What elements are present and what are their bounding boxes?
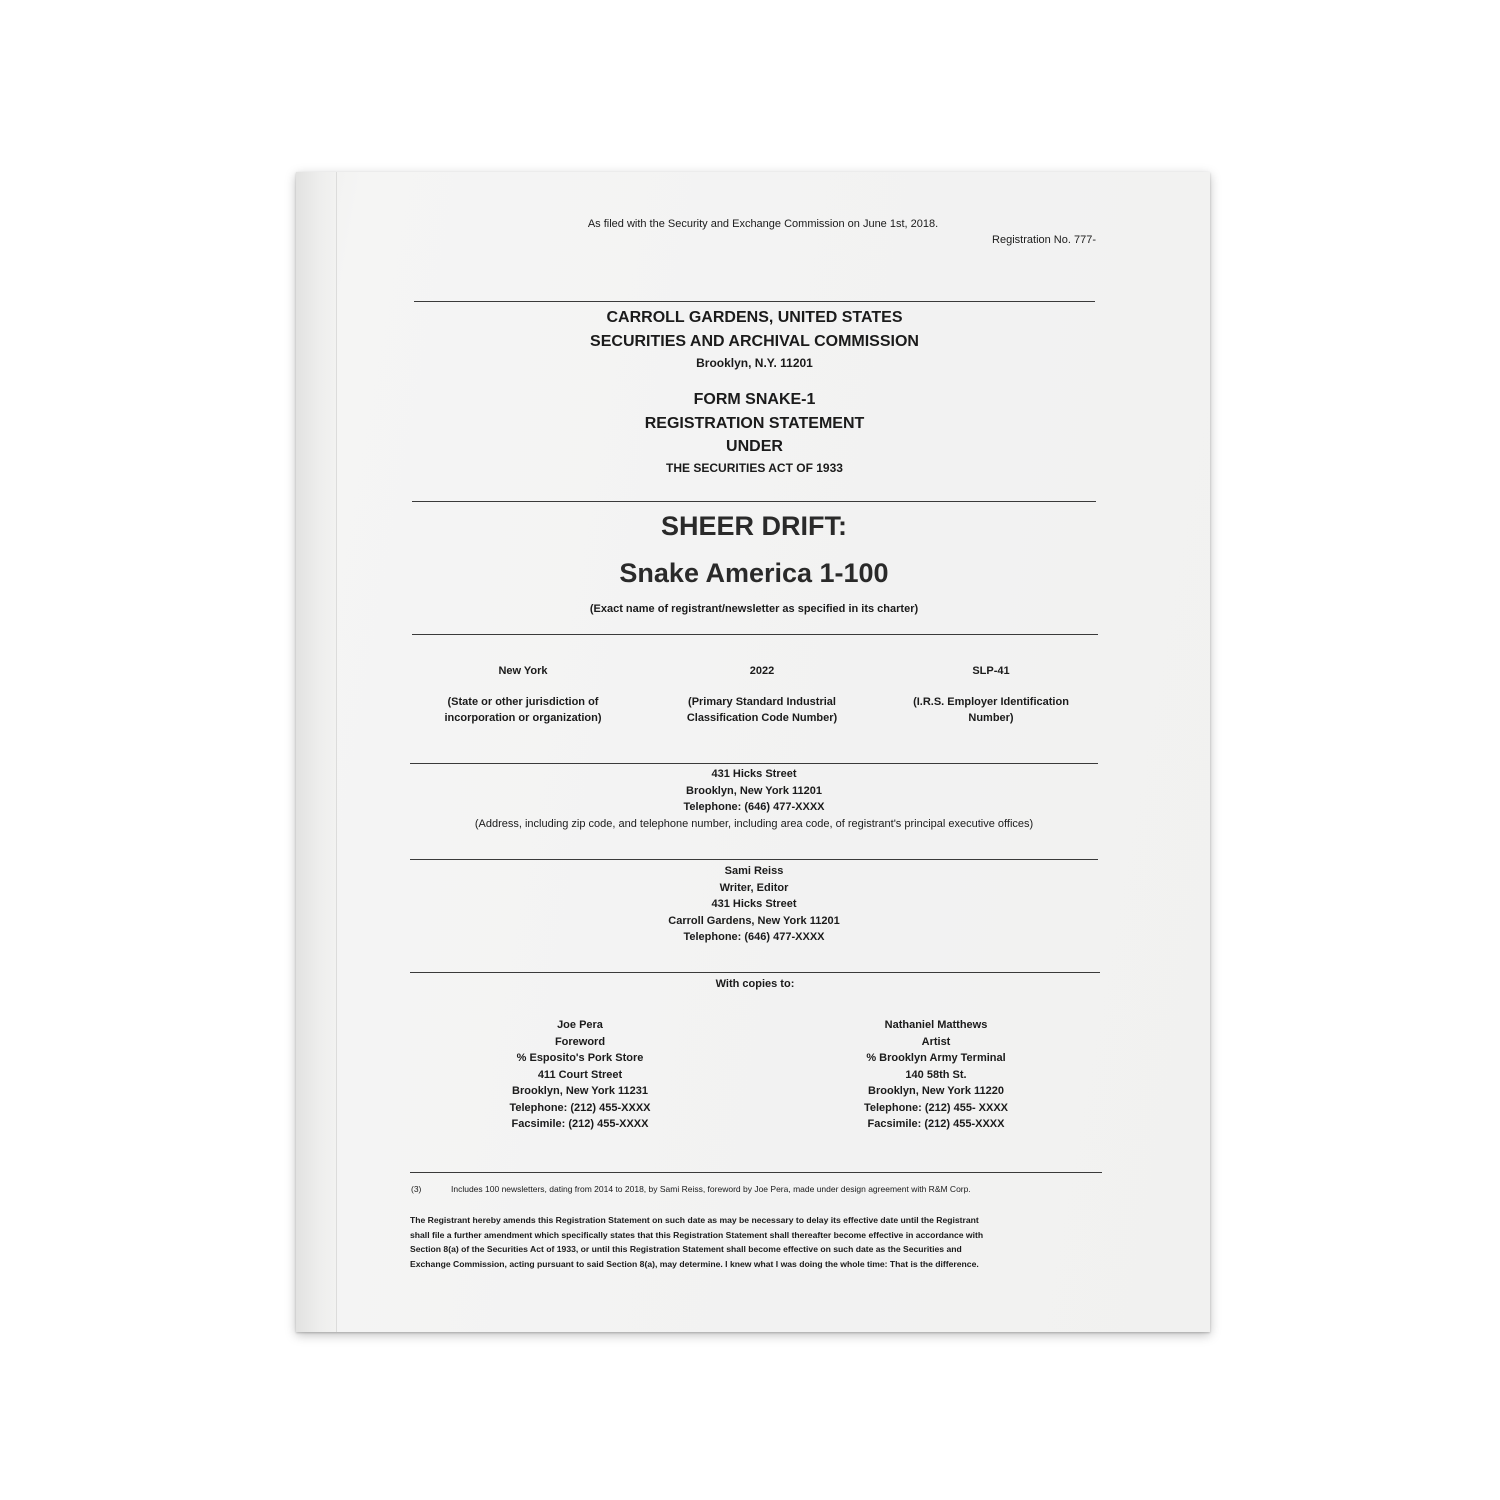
registrant-title-line2: Snake America 1-100 [619,558,889,588]
page-spine [296,172,337,1332]
copy-right-care-of: % Brooklyn Army Terminal [866,1052,1006,1064]
copy-right-fax: Facsimile: (212) 455-XXXX [867,1118,1005,1130]
commission-line1: CARROLL GARDENS, UNITED STATES [606,309,903,326]
copy-left-street: 411 Court Street [537,1068,623,1081]
copy-left-city: Brooklyn, New York 11231 [512,1085,648,1097]
copy-right-city: Brooklyn, New York 11220 [868,1085,1004,1097]
commission-line2: SECURITIES AND ARCHIVAL COMMISSION [590,333,919,350]
filing-note-text: As filed with the Security and Exchange Commission on June 1st, 2018. [587,218,939,230]
copy-right-phone: Telephone: (212) 455- XXXX [863,1101,1009,1114]
ein-column [886,663,1096,726]
form-statement: REGISTRATION STATEMENT [644,415,865,432]
classification-caption-2: Classification Code Number) [686,712,838,724]
agent-name: Sami Reiss [724,865,784,877]
commission-city: Brooklyn, N.Y. 11201 [696,356,813,370]
jurisdiction-caption-1: (State or other jurisdiction of [447,696,599,708]
divider [410,972,1100,973]
address-phone: Telephone: (646) 477-XXXX [683,801,825,813]
footnote-marker: (3) [411,1184,422,1194]
jurisdiction-column [416,663,630,726]
copy-right-name: Nathaniel Matthews [884,1019,988,1031]
copy-left-role: Foreword [554,1035,606,1048]
ein-caption-1: (I.R.S. Employer Identification [913,696,1069,708]
copy-recipient-right [826,1017,1046,1133]
form-block [414,388,1095,478]
form-name: FORM SNAKE-1 [693,391,816,408]
divider [412,501,1096,502]
commission-block [414,306,1095,372]
amendment-line2: shall file a further amendment which specifically states that this Registration Statement shall thereafter become effective in accordance with [410,1229,984,1240]
copy-left-fax: Facsimile: (212) 455-XXXX [511,1118,649,1130]
form-act: THE SECURITIES ACT OF 1933 [666,461,843,475]
classification-caption-1: (Primary Standard Industrial [688,696,836,708]
address-city: Brooklyn, New York 11201 [686,784,822,797]
registrant-block [412,506,1096,620]
divider [410,763,1098,764]
copies-label: With copies to: [715,978,795,990]
registrant-caption: (Exact name of registrant/newsletter as specified in its charter) [589,603,919,615]
divider [414,301,1095,302]
jurisdiction-caption-2: incorporation or organization) [444,712,602,724]
registration-number: Registration No. 777- [992,234,1096,246]
address-block [396,766,1112,832]
divider [410,859,1098,860]
agent-role: Writer, Editor [719,881,789,894]
classification-column [650,663,874,726]
address-caption: (Address, including zip code, and telephone number, including area code, of registrant's principal executive offices) [474,817,1034,830]
copy-recipient-left [470,1017,690,1133]
form-under: UNDER [726,438,783,455]
amendment-line4: Exchange Commission, acting pursuant to said Section 8(a), may determine. I knew what I was doing the whole time: That is the difference. [410,1258,979,1269]
copy-left-phone: Telephone: (212) 455-XXXX [509,1101,651,1114]
footnote-text: Includes 100 newsletters, dating from 2014 to 2018, by Sami Reiss, foreword by Joe Pera, made under design agreement with R&M Corp. [451,1184,971,1194]
divider [410,1172,1102,1173]
copy-left-name: Joe Pera [557,1019,603,1031]
amendment-line3: Section 8(a) of the Securities Act of 1933, or until this Registration Statement shall become effective on such date as the Securities and [410,1244,962,1255]
classification-value: 2022 [749,665,775,677]
document-page [296,172,1210,1332]
amendment-paragraph [410,1213,1100,1271]
filing-note [296,218,1210,230]
ein-value: SLP-41 [972,665,1010,677]
copy-left-care-of: % Esposito's Pork Store [516,1052,644,1064]
agent-city: Carroll Gardens, New York 11201 [668,914,840,927]
copy-right-street: 140 58th St. [905,1068,967,1081]
address-street: 431 Hicks Street [711,768,797,780]
jurisdiction-value: New York [498,665,548,677]
agent-phone: Telephone: (646) 477-XXXX [683,931,825,943]
ein-caption-2: Number) [968,712,1014,724]
agent-block [410,863,1098,946]
registrant-title-line1: SHEER DRIFT: [660,511,847,541]
copy-right-role: Artist [921,1035,951,1048]
amendment-line1: The Registrant hereby amends this Registration Statement on such date as may be necessary to delay its effective date until the Registrant [410,1215,979,1225]
divider [412,634,1098,635]
agent-street: 431 Hicks Street [711,898,797,910]
